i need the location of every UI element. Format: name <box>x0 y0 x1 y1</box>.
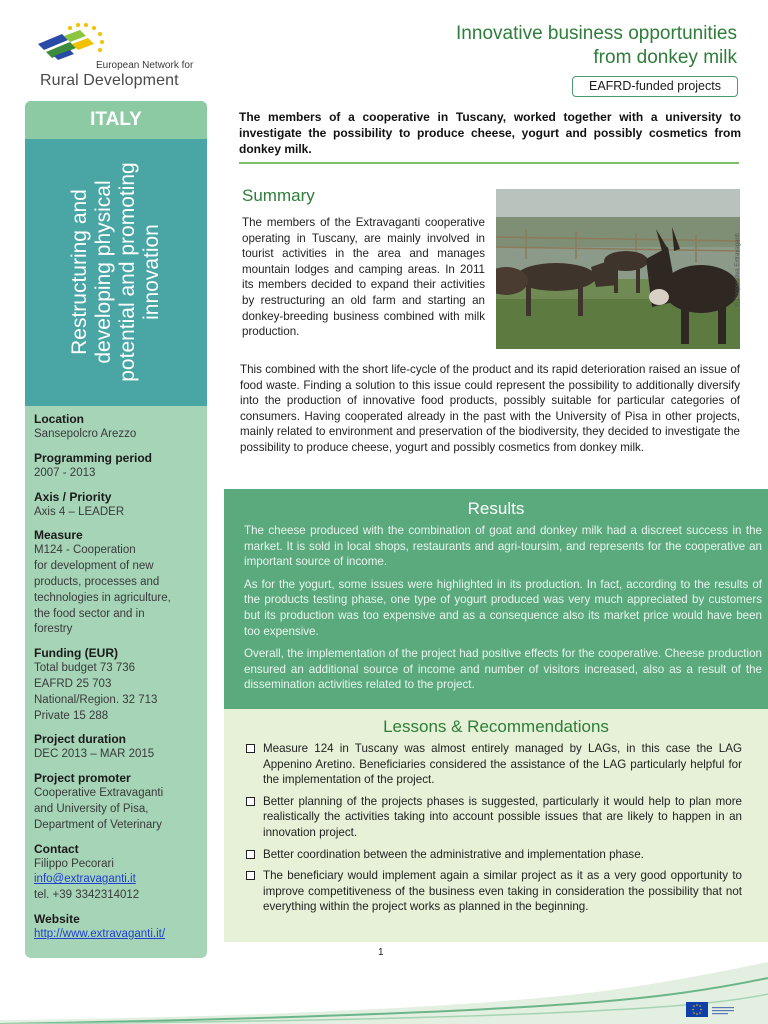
checkbox-bullet-icon <box>246 850 255 859</box>
measure-line: the food sector and in <box>34 607 145 620</box>
funding-badge: EAFRD-funded projects <box>572 76 738 97</box>
website-link[interactable]: http://www.extravaganti.it/ <box>34 927 166 940</box>
period-block <box>34 450 202 482</box>
eu-commission-mark-icon <box>712 1005 734 1015</box>
measure-line: technologies in agriculture, <box>34 591 171 604</box>
summary-paragraph-1: The members of the Extravaganti cooperative operating in Tuscany, are mainly involved in tourist activities in the area and manages mountain lodges and camping areas. In 2011 its members decided to expand their activities by restructuring an old farm and starting an donkey-breeding business combined with milk production. <box>242 216 485 339</box>
footer-wave-decoration <box>0 960 768 1024</box>
measure-line: products, processes and <box>34 575 160 588</box>
summary-heading: Summary <box>242 186 315 205</box>
measure-label: Measure <box>34 528 83 543</box>
measure-line: for development of new <box>34 560 154 573</box>
promoter-line: Department of Veterinary <box>34 818 162 831</box>
eu-flag-icon <box>686 1002 708 1017</box>
funding-line: Private 15 288 <box>34 709 109 722</box>
axis-label: Axis / Priority <box>34 489 112 504</box>
lessons-heading: Lessons & Recommendations <box>383 717 609 736</box>
page-title <box>456 22 737 70</box>
title-line-2: from donkey milk <box>593 47 737 68</box>
contact-block <box>34 841 202 904</box>
logo-text-network: European Network for <box>96 60 194 71</box>
location-block <box>34 411 202 443</box>
lesson-item <box>244 794 742 841</box>
theme-panel <box>25 139 207 406</box>
contact-email-link[interactable]: info@extravaganti.it <box>34 873 136 886</box>
results-body <box>244 523 762 700</box>
donkeys-photo <box>496 189 740 349</box>
promoter-line: Cooperative Extravaganti <box>34 787 164 800</box>
results-paragraph: The cheese produced with the combination of goat and donkey milk had a discreet success in the market. It is sold in local shops, restaurants and agri-toursim, and represents for the cooperative an important source of income. <box>244 524 762 569</box>
checkbox-bullet-icon <box>246 744 255 753</box>
lesson-item <box>244 741 742 788</box>
logo-text-rural: Rural Development <box>40 72 179 89</box>
funding-line: National/Region. 32 713 <box>34 693 158 706</box>
enrd-logo <box>34 22 194 92</box>
lesson-text: The beneficiary would implement again a similar project as it as a very good opportunity to improve competitiveness of the business even taking in consideration the possibility that not everything within the project works as planned in the beginning. <box>263 869 742 914</box>
contact-name: Filippo Pecorari <box>34 857 114 870</box>
lesson-text: Measure 124 in Tuscany was almost entirely managed by LAGs, in this case the LAG Appenino Aretino. Beneficiaries considered the assistance of the LAG particularly helpful for the implementation of the project. <box>263 742 742 787</box>
funding-label: Funding (EUR) <box>34 646 118 661</box>
measure-line: M124 - Cooperation <box>34 544 136 557</box>
period-label: Programming period <box>34 450 153 465</box>
page-number: 1 <box>378 947 384 958</box>
lesson-item <box>244 847 742 863</box>
checkbox-bullet-icon <box>246 871 255 880</box>
funding-line: EAFRD 25 703 <box>34 677 112 690</box>
results-paragraph: Overall, the implementation of the project had positive effects for the cooperative. Cheese production ensured an additional source of income and number of visitors increased, also as a result of the dissemination activities related to the project. <box>244 647 762 692</box>
contact-phone: tel. +39 3342314012 <box>34 889 140 902</box>
lesson-item <box>244 868 742 915</box>
enrd-logo-icon <box>34 22 114 64</box>
location-label: Location <box>34 412 84 426</box>
period-value: 2007 - 2013 <box>34 466 96 479</box>
website-block <box>34 911 202 943</box>
location-value: Sansepolcro Arezzo <box>34 428 137 440</box>
website-label: Website <box>34 911 80 926</box>
axis-value: Axis 4 – LEADER <box>34 505 125 518</box>
funding-block <box>34 645 202 724</box>
theme-text: Restructuring and developing physical potential and promoting innovation <box>68 162 163 382</box>
title-line-1: Innovative business opportunities <box>456 23 737 44</box>
duration-label: Project duration <box>34 732 127 747</box>
duration-value: DEC 2013 – MAR 2015 <box>34 748 155 761</box>
results-heading: Results <box>467 499 525 518</box>
donkeys-photo-image <box>496 189 740 349</box>
project-info <box>34 411 202 950</box>
lessons-list <box>244 741 742 921</box>
checkbox-bullet-icon <box>246 797 255 806</box>
lessons-panel <box>224 709 768 942</box>
duration-block <box>34 731 202 763</box>
project-sidebar <box>25 101 207 958</box>
axis-block <box>34 489 202 521</box>
intro-divider <box>239 162 739 164</box>
photo-credit: © Cooperativa Extravaganti <box>735 233 741 307</box>
results-paragraph: As for the yogurt, some issues were highlighted in its production. In fact, according to the results of the products testing phase, one type of yogurt produced was very much appreciated by customers but its production was too expensive and as a consequence also its market price would have been too expensive. <box>244 577 762 638</box>
contact-label: Contact <box>34 841 79 856</box>
results-panel <box>224 489 768 709</box>
lesson-text: Better planning of the projects phases is suggested, particularly it would help to plan more realistically the activities taking into account possible issues that are likely to happen in an innovation project. <box>263 794 742 839</box>
lesson-text: Better coordination between the administrative and implementation phase. <box>263 847 644 861</box>
measure-block <box>34 527 202 638</box>
country-label: ITALY <box>25 101 207 139</box>
promoter-block <box>34 770 202 833</box>
measure-line: forestry <box>34 623 73 636</box>
promoter-label: Project promoter <box>34 771 131 786</box>
summary-paragraph-2: This combined with the short life-cycle of the product and its rapid deterioration raised an issue of food waste. Finding a solution to this issue could represent the possibility to additionally diversify into the production of innovative food products, possibly suitable for particular categories of consumers. Having cooperated already in the past with the University of Pisa in other projects, mainly related to environment and preservation of the biodiversity, they decided to investigate the possibility to produce cheese, yogurt and possibly cosmetics from donkey milk. <box>240 363 740 454</box>
funding-line: Total budget 73 736 <box>34 662 136 675</box>
promoter-line: and University of Pisa, <box>34 802 149 815</box>
intro-text: The members of a cooperative in Tuscany, worked together with a university to investigate the possibility to produce cheese, yogurt and possibly cosmetics from donkey milk. <box>239 110 741 156</box>
